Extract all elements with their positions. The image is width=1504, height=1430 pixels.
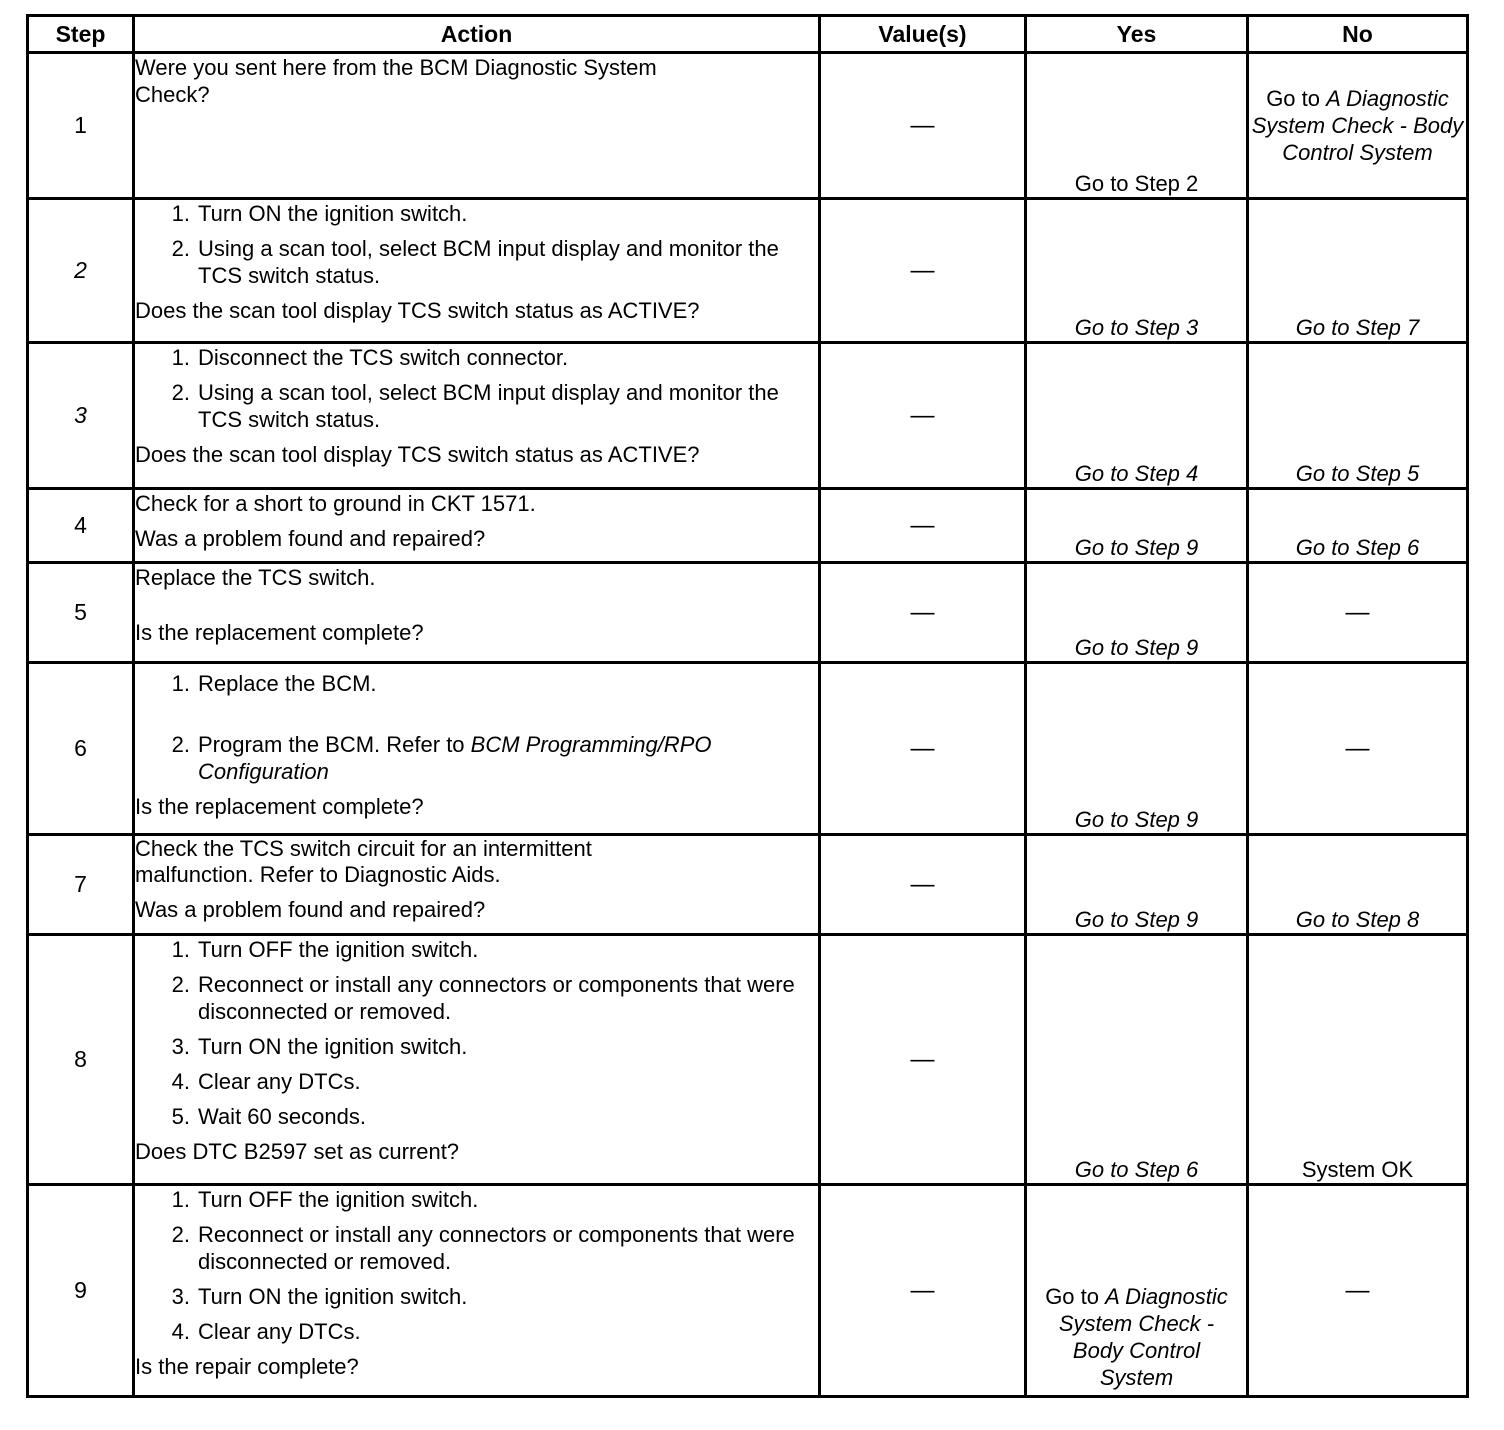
table-row-step-7 — [28, 835, 1468, 935]
action-cell — [134, 1185, 820, 1397]
action-text: Check the TCS switch circuit for an intermittent malfunction. Refer to Diagnostic Aids. — [135, 836, 592, 887]
step-number: 4 — [28, 489, 134, 563]
list-item: 5. Wait 60 seconds. — [171, 1104, 366, 1129]
yes-cell[interactable]: Go to Step 6 — [1026, 935, 1248, 1185]
action-cell — [134, 199, 820, 343]
yes-cell[interactable]: Go to Step 4 — [1026, 343, 1248, 489]
action-cell — [134, 835, 820, 935]
action-question: Does the scan tool display TCS switch status as ACTIVE? — [135, 298, 700, 323]
action-list — [135, 344, 818, 433]
action-cell — [134, 53, 820, 199]
action-list — [135, 670, 818, 785]
table-row-step-1 — [28, 53, 1468, 199]
header-values: Value(s) — [820, 16, 1026, 53]
step-number: 6 — [28, 663, 134, 835]
header-yes: Yes — [1026, 16, 1248, 53]
value-cell: — — [820, 935, 1026, 1185]
no-cell[interactable]: Go to Step 6 — [1248, 489, 1468, 563]
yes-cell[interactable] — [1026, 1185, 1248, 1397]
action-cell — [134, 935, 820, 1185]
no-prefix: Go to — [1266, 86, 1327, 111]
list-item: 3. Turn ON the ignition switch. — [171, 1284, 468, 1309]
table-row-step-3 — [28, 343, 1468, 489]
step-number: 3 — [28, 343, 134, 489]
header-row — [28, 16, 1468, 53]
action-text: Replace the TCS switch. — [135, 565, 376, 590]
yes-prefix: Go to — [1045, 1284, 1106, 1309]
reference-link[interactable]: BCM Programming/RPO Configuration — [198, 732, 712, 784]
value-cell: — — [820, 343, 1026, 489]
list-item: 2. Program the BCM. Refer to BCM Programming/RPO Configuration — [171, 732, 712, 784]
table-row-step-5 — [28, 563, 1468, 663]
list-item: 2. Reconnect or install any connectors or components that were disconnected or removed. — [171, 1222, 795, 1274]
yes-cell[interactable]: Go to Step 2 — [1026, 53, 1248, 199]
value-cell: — — [820, 563, 1026, 663]
action-question: Is the replacement complete? — [135, 794, 424, 819]
table-row-step-9 — [28, 1185, 1468, 1397]
list-item: 4. Clear any DTCs. — [171, 1319, 361, 1344]
yes-cell[interactable]: Go to Step 9 — [1026, 835, 1248, 935]
step-number: 7 — [28, 835, 134, 935]
no-cell[interactable] — [1248, 53, 1468, 199]
action-question: Was a problem found and repaired? — [135, 897, 486, 922]
value-cell: — — [820, 489, 1026, 563]
action-list — [135, 936, 818, 1130]
header-step: Step — [28, 16, 134, 53]
yes-cell[interactable]: Go to Step 9 — [1026, 563, 1248, 663]
list-item: 1. Replace the BCM. — [171, 671, 377, 696]
no-cell: — — [1248, 563, 1468, 663]
value-cell: — — [820, 835, 1026, 935]
list-item: 2. Reconnect or install any connectors or components that were disconnected or removed. — [171, 972, 795, 1024]
value-cell: — — [820, 663, 1026, 835]
yes-cell[interactable]: Go to Step 9 — [1026, 663, 1248, 835]
value-cell: — — [820, 53, 1026, 199]
action-question: Does DTC B2597 set as current? — [135, 1139, 460, 1164]
header-no: No — [1248, 16, 1468, 53]
list-item: 1. Disconnect the TCS switch connector. — [171, 345, 569, 370]
list-item: 1. Turn ON the ignition switch. — [171, 201, 468, 226]
no-cell: — — [1248, 663, 1468, 835]
step-number: 1 — [28, 53, 134, 199]
step-number: 5 — [28, 563, 134, 663]
table-row-step-4 — [28, 489, 1468, 563]
action-text: Check for a short to ground in CKT 1571. — [135, 491, 536, 516]
no-cell[interactable]: Go to Step 5 — [1248, 343, 1468, 489]
list-item: 2. Using a scan tool, select BCM input display and monitor the TCS switch status. — [171, 236, 779, 288]
yes-cell[interactable]: Go to Step 3 — [1026, 199, 1248, 343]
no-cell[interactable]: Go to Step 7 — [1248, 199, 1468, 343]
action-text: Were you sent here from the BCM Diagnostic System Check? — [135, 55, 657, 107]
action-question: Does the scan tool display TCS switch status as ACTIVE? — [135, 442, 700, 467]
action-cell — [134, 343, 820, 489]
yes-link[interactable]: A Diagnostic System Check - Body Control System — [1058, 1284, 1228, 1390]
no-cell[interactable]: Go to Step 8 — [1248, 835, 1468, 935]
table-row-step-8 — [28, 935, 1468, 1185]
action-question: Is the replacement complete? — [135, 620, 424, 645]
action-list — [135, 200, 818, 289]
action-cell — [134, 489, 820, 563]
list-item: 2. Using a scan tool, select BCM input display and monitor the TCS switch status. — [171, 380, 779, 432]
action-cell — [134, 663, 820, 835]
action-cell — [134, 563, 820, 663]
list-item: 1. Turn OFF the ignition switch. — [171, 937, 479, 962]
step-number: 9 — [28, 1185, 134, 1397]
action-list — [135, 1186, 818, 1345]
table-row-step-6 — [28, 663, 1468, 835]
no-link[interactable]: A Diagnostic System Check - Body Control System — [1251, 86, 1464, 165]
step-number: 2 — [28, 199, 134, 343]
no-cell: — — [1248, 1185, 1468, 1397]
value-cell: — — [820, 199, 1026, 343]
list-item: 3. Turn ON the ignition switch. — [171, 1034, 468, 1059]
no-cell[interactable]: System OK — [1248, 935, 1468, 1185]
action-question: Was a problem found and repaired? — [135, 526, 486, 551]
list-item: 1. Turn OFF the ignition switch. — [171, 1187, 479, 1212]
action-question: Is the repair complete? — [135, 1354, 359, 1379]
list-item: 4. Clear any DTCs. — [171, 1069, 361, 1094]
header-action: Action — [134, 16, 820, 53]
diagnostic-table — [26, 14, 1469, 1398]
yes-cell[interactable]: Go to Step 9 — [1026, 489, 1248, 563]
value-cell: — — [820, 1185, 1026, 1397]
step-number: 8 — [28, 935, 134, 1185]
table-row-step-2 — [28, 199, 1468, 343]
